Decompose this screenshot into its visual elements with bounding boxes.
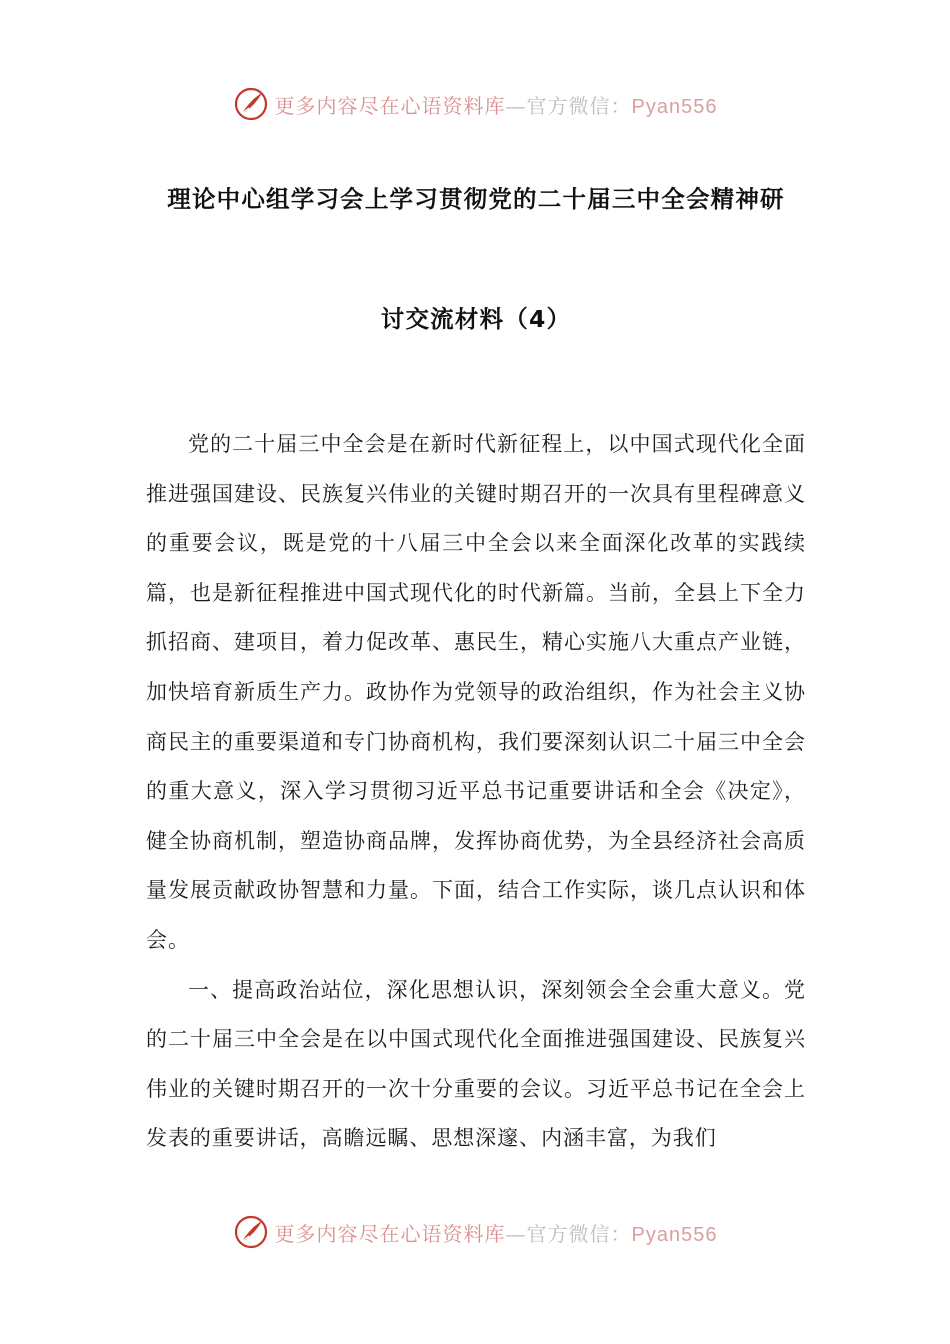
- footer-banner: [0, 1212, 950, 1252]
- header-banner-text: [275, 90, 718, 119]
- footer-site-name: 更多内容尽在心语资料库: [274, 1221, 506, 1246]
- document-title-line-1: 理论中心组学习会上学习贯彻党的二十届三中全会精神研: [167, 185, 785, 213]
- footer-dash: —: [505, 1221, 527, 1246]
- paragraph-section-one: 一、提高政治站位，深化思想认识，深刻领会全会重大意义。党的二十届三中全会是在以中国式现代化全面推进强国建设、民族复兴伟业的关键时期召开的一次十分重要的会议。习近平总书记在全会上发表的重要讲话，高瞻远瞩、思想深邃、内涵丰富，为我们: [146, 977, 806, 1151]
- quill-logo-icon: [233, 86, 269, 122]
- footer-wechat-id: Pyan556: [631, 1223, 718, 1246]
- header-dash: —: [505, 93, 527, 118]
- header-site-name: 更多内容尽在心语资料库: [274, 93, 506, 118]
- footer-banner-text: [275, 1218, 718, 1247]
- document-title-line-2: 讨交流材料（4）: [380, 305, 572, 333]
- paragraph-intro: 党的二十届三中全会是在新时代新征程上，以中国式现代化全面推进强国建设、民族复兴伟业的关键时期召开的一次具有里程碑意义的重要会议，既是党的十八届三中全会以来全面深化改革的实践续篇，也是新征程推进中国式现代化的时代新篇。当前，全县上下全力抓招商、建项目，着力促改革、惠民生，精心实施八大重点产业链，加快培育新质生产力。政协作为党领导的政治组织，作为社会主义协商民主的重要渠道和专门协商机构，我们要深刻认识二十届三中全会的重大意义，深入学习贯彻习近平总书记重要讲话和全会《决定》，健全协商机制，塑造协商品牌，发挥协商优势，为全县经济社会高质量发展贡献政协智慧和力量。下面，结合工作实际，谈几点认识和体会。: [146, 432, 806, 952]
- document-body: [146, 420, 806, 1164]
- header-wechat-label: 官方微信：: [526, 93, 632, 118]
- footer-wechat-label: 官方微信：: [526, 1221, 632, 1246]
- header-wechat-id: Pyan556: [631, 95, 718, 118]
- header-banner: [0, 84, 950, 124]
- quill-logo-icon: [233, 1214, 269, 1250]
